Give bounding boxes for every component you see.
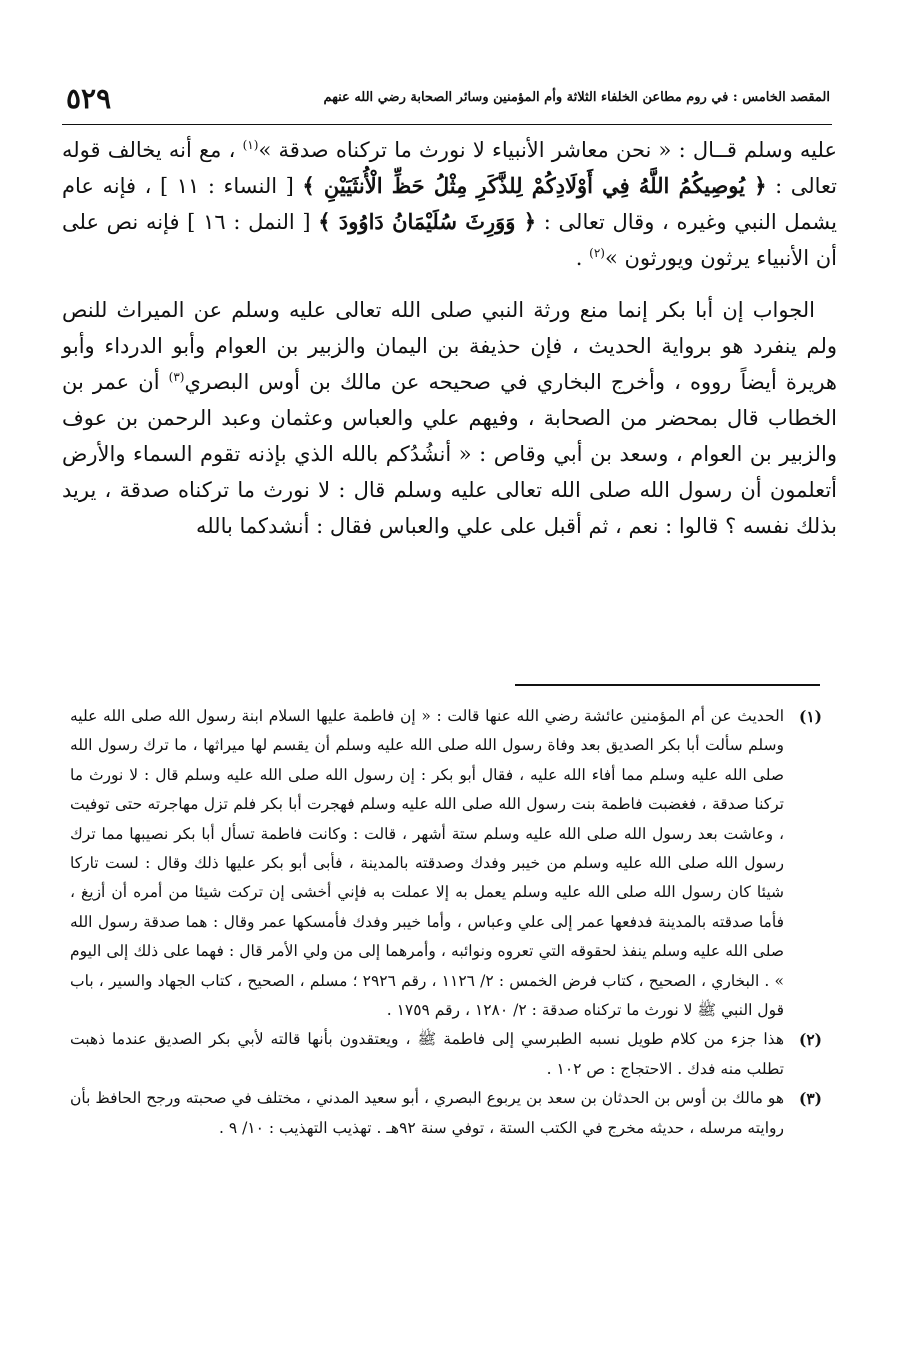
- header-rule: [62, 124, 832, 125]
- footnote-number: (١): [798, 707, 822, 726]
- footnotes: [70, 702, 822, 1143]
- text-run: أن عمر بن الخطاب قال بمحضر من الصحابة ، وفيهم علي والعباس وعثمان وعبد الرحمن بن عوف والزبير بن العوام ، وسعد بن أبي وقاص : « أنشُدُكم بالله الذي بإذنه تقوم السماء والأرض أتعلمون أن رسول الله صلى الله تعالى عليه وسلم قال : لا نورث ما تركناه صدقة ، يريد بذلك نفسه ؟ قالوا : نعم ، ثم أقبل على علي والعباس فقال : أنشدكما بالله: [62, 370, 837, 538]
- footnote-text: الحديث عن أم المؤمنين عائشة رضي الله عنها قالت : « إن فاطمة عليها السلام ابنة رسول الله صلى الله عليه وسلم سألت أبا بكر الصديق بعد وفاة رسول الله صلى الله عليه وسلم أن يقسم لها ميراثها ، ما ترك رسول الله صلى الله عليه وسلم مما أفاء الله عليه ، فقال أبو بكر : إن رسول الله صلى الله عليه وسلم قال : لا نورث ما تركنا صدقة ، فغضبت فاطمة بنت رسول الله صلى الله عليه وسلم فهجرت أبا بكر فلم تزل مهاجرته حتى توفيت ، وعاشت بعد رسول الله صلى الله عليه وسلم ستة أشهر ، قالت : وكانت فاطمة تسأل أبا بكر نصيبها مما ترك رسول الله صلى الله عليه وسلم من خيبر وفدك وصدقته بالمدينة ، فأبى أبو بكر عليها ذلك وقال : لست تاركا شيئا كان رسول الله صلى الله عليه وسلم يعمل به إلا عملت به فإني أخشى إن تركت شيئا من أمره أن أزيغ ، فأما صدقته بالمدينة فدفعها عمر إلى علي وعباس ، وأما خيبر وفدك فأمسكها عمر وقال : هما صدقة رسول الله صلى الله عليه وسلم ينفذ لحقوقه التي تعروه ونوائبه ، وأمرهما إلى من ولي الأمر قال : فهما على ذلك إلى اليوم » . البخاري ، الصحيح ، كتاب فرض الخمس : ٢/ ١١٢٦ ، رقم ٢٩٢٦ ؛ مسلم ، الصحيح ، كتاب الجهاد والسير ، باب قول النبي ﷺ لا نورث ما تركناه صدقة : ٢/ ١٢٨٠ ، رقم ١٧٥٩ .: [70, 707, 784, 1020]
- footnote-1: [70, 702, 822, 1025]
- footnote-2: [70, 1025, 822, 1084]
- footnote-ref-3: (٣): [168, 370, 185, 384]
- footnote-text: هذا جزء من كلام طويل نسبه الطبرسي إلى فاطمة ﷺ ، ويعتقدون بأنها قالته لأبي بكر الصديق عندما ذهبت تطلب منه فدك . الاحتجاج : ص ١٠٢ .: [70, 1030, 784, 1078]
- text-run: .: [575, 246, 590, 270]
- footnote-ref-2: (٢): [589, 246, 605, 260]
- text-run: [ النساء : ١١ ] ، فإنه عام يشمل النبي وغيره ، وقال تعالى :: [62, 174, 837, 234]
- footnote-separator: [515, 684, 820, 686]
- page-number: ٥٢٩: [66, 82, 112, 115]
- running-head: المقصد الخامس : في روم مطاعن الخلفاء الثلاثة وأم المؤمنين وسائر الصحابة رضي الله عنهم: [323, 90, 830, 105]
- quran-verse-1: ﴿ يُوصِيكُمُ اللَّهُ فِي أَوْلَادِكُمْ لِلذَّكَرِ مِثْلُ حَظِّ الْأُنثَيَيْنِ ﴾: [302, 173, 767, 198]
- text-run: [ النمل : ١٦ ] فإنه نص على أن الأنبياء يرثون ويورثون »: [62, 210, 837, 270]
- footnote-text: هو مالك بن أوس بن الحدثان بن سعد بن يربوع البصري ، أبو سعيد المدني ، مختلف في صحبته ورجح الحافظ بأن روايته مرسله ، حديثه مخرج في الكتب الستة ، توفي سنة ٩٢هـ . تهذيب التهذيب : ١٠/ ٩ .: [70, 1089, 784, 1137]
- text-run: الجواب إن أبا بكر إنما منع ورثة النبي صلى الله تعالى عليه وسلم عن الميراث للنص ولم ينفرد هو برواية الحديث ، فإن حذيفة بن اليمان والزبير بن العوام وأبو الدرداء وأبو هريرة أيضاً رووه ، وأخرج البخاري في صحيحه عن مالك بن أوس البصري: [62, 298, 837, 394]
- main-text: [62, 132, 837, 544]
- text-run: ، مع أنه يخالف قوله تعالى :: [62, 138, 837, 198]
- text-run: عليه وسلم قــال : « نحن معاشر الأنبياء لا نورث ما تركناه صدقة »: [258, 138, 837, 162]
- paragraph-1: [62, 132, 837, 276]
- paragraph-2: [62, 292, 837, 544]
- page-header: [60, 80, 830, 120]
- footnote-number: (٣): [798, 1089, 822, 1109]
- footnote-number: (٢): [798, 1030, 822, 1050]
- footnote-3: [70, 1084, 822, 1143]
- quran-verse-2: ﴿ وَوَرِثَ سُلَيْمَانُ دَاوُودَ ﴾: [318, 209, 537, 234]
- footnote-ref-1: (١): [242, 138, 259, 152]
